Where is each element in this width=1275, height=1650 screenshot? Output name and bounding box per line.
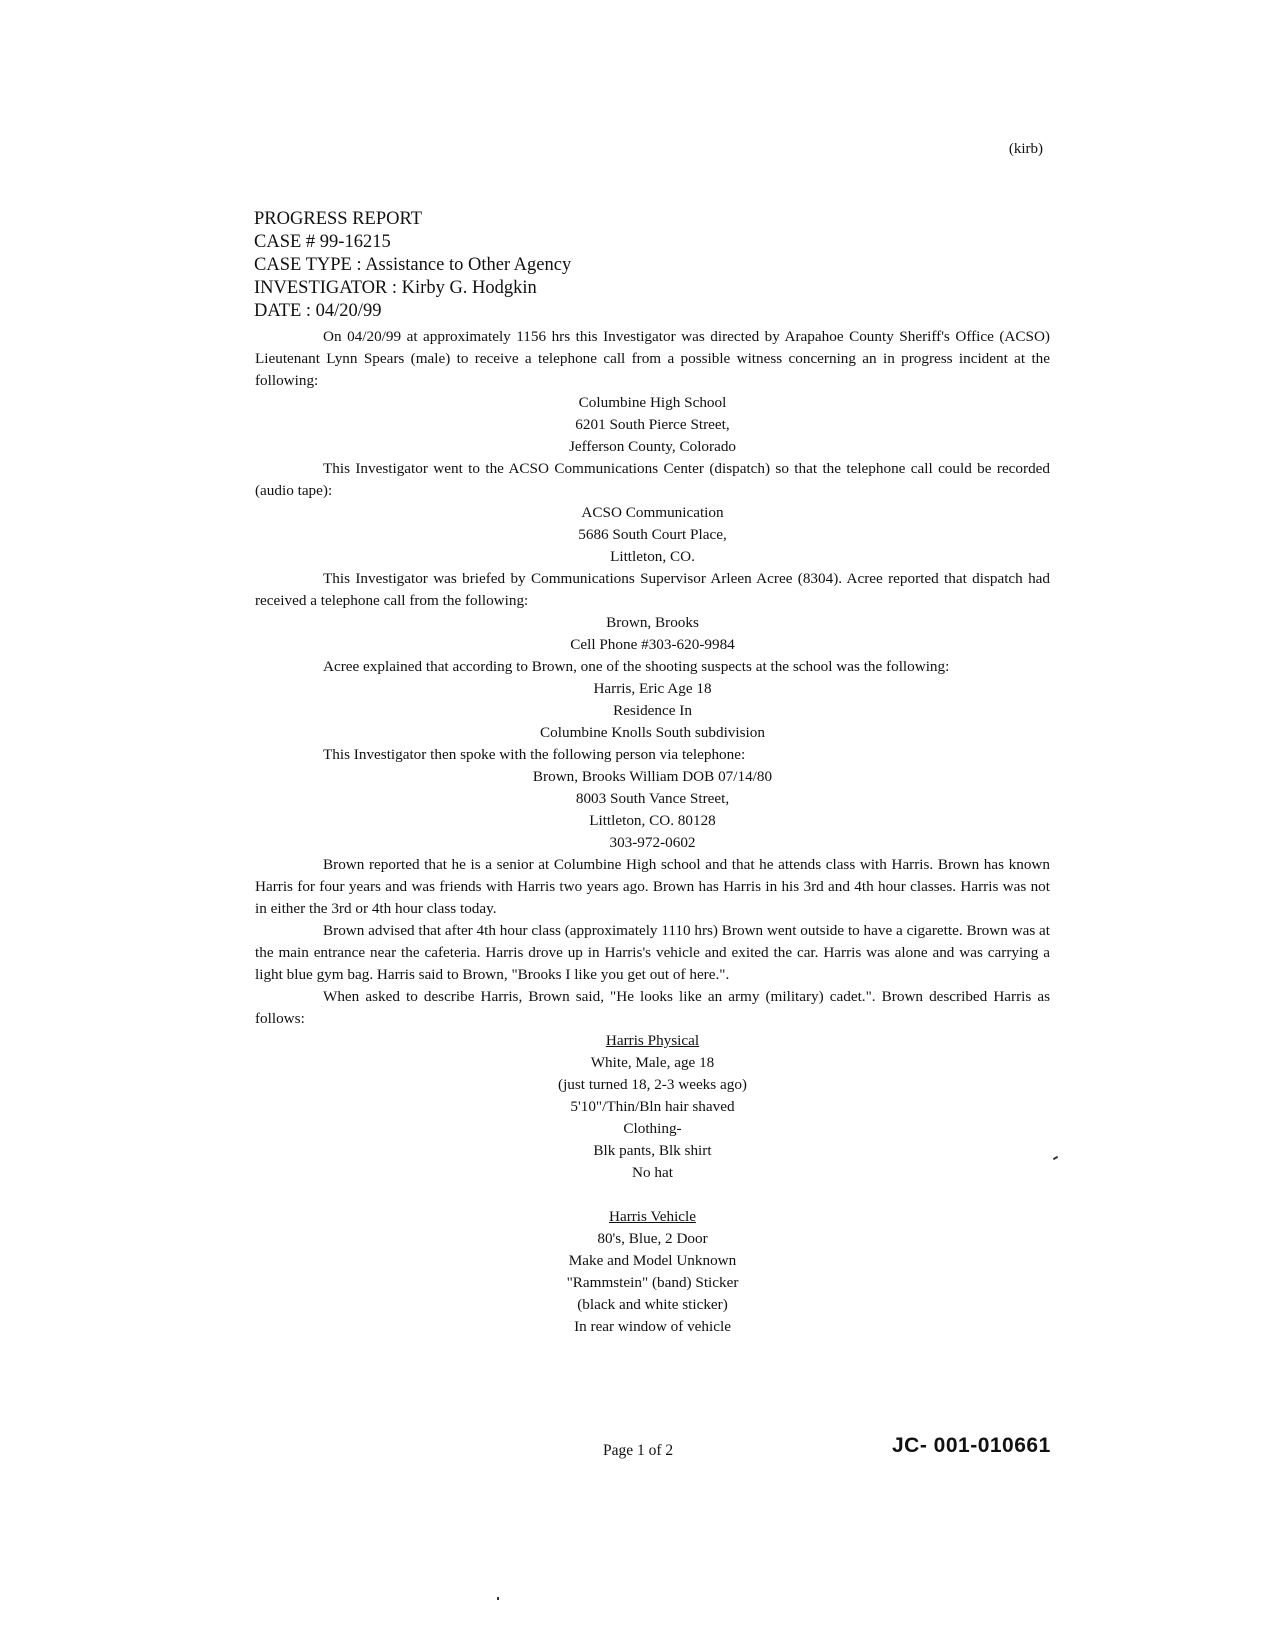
physical-description: [255, 1030, 1050, 1184]
physical-line: Blk pants, Blk shirt: [593, 1142, 712, 1159]
report-title: PROGRESS REPORT: [254, 209, 423, 229]
location-school: [255, 392, 1050, 458]
suspect-line: Harris, Eric Age 18: [593, 680, 712, 697]
witness-line: 303-972-0602: [609, 834, 696, 851]
spacer: [255, 1184, 1050, 1206]
vehicle-line: 80's, Blue, 2 Door: [597, 1230, 708, 1247]
investigator: INVESTIGATOR : Kirby G. Hodgkin: [254, 278, 537, 298]
witness-line: Littleton, CO. 80128: [589, 812, 716, 829]
paragraph-brown-report: Brown reported that he is a senior at Columbine High school and that he attends class with Harris. Brown has known Harris for four years and was friends with Harris two years ago. Brown has Harris in his 3rd and 4th hour classes. Harris was not in either the 3rd or 4th hour class today.: [255, 856, 1050, 917]
suspect-info: [255, 678, 1050, 744]
vehicle-line: "Rammstein" (band) Sticker: [566, 1274, 739, 1291]
address-line: Jefferson County, Colorado: [568, 438, 737, 455]
vehicle-line: Make and Model Unknown: [568, 1252, 737, 1269]
paragraph-initial-call: On 04/20/99 at approximately 1156 hrs this Investigator was directed by Arapahoe County Sheriff's Office (ACSO) Lieutenant Lynn Spears (male) to receive a telephone call from a possible witness concerning an in progress incident at the following:: [255, 328, 1050, 389]
case-type: CASE TYPE : Assistance to Other Agency: [254, 255, 572, 275]
physical-line: 5'10"/Thin/Bln hair shaved: [570, 1098, 735, 1115]
caller-info: [255, 612, 1050, 656]
address-line: ACSO Communication: [581, 504, 724, 521]
address-line: 5686 South Court Place,: [578, 526, 727, 543]
vehicle-line: In rear window of vehicle: [574, 1318, 731, 1335]
witness-line: Brown, Brooks William DOB 07/14/80: [532, 768, 773, 785]
vehicle-description: [255, 1206, 1050, 1338]
caller-line: Cell Phone #303-620-9984: [570, 636, 735, 653]
report-body: [255, 326, 1050, 1338]
caller-line: Brown, Brooks: [606, 614, 699, 631]
report-date: DATE : 04/20/99: [254, 301, 382, 321]
witness-line: 8003 South Vance Street,: [575, 790, 730, 807]
physical-heading: Harris Physical: [605, 1032, 700, 1049]
physical-line: White, Male, age 18: [590, 1054, 715, 1071]
paragraph-description: When asked to describe Harris, Brown said, "He looks like an army (military) cadet.". Brown described Harris as follows:: [255, 988, 1050, 1027]
physical-line: (just turned 18, 2-3 weeks ago): [558, 1076, 747, 1093]
case-number: CASE # 99-16215: [254, 232, 391, 252]
physical-line: No hat: [632, 1164, 673, 1181]
suspect-line: Residence In: [613, 702, 692, 719]
report-header: [254, 208, 571, 323]
vehicle-heading: Harris Vehicle: [608, 1208, 696, 1225]
location-dispatch: [255, 502, 1050, 568]
address-line: 6201 South Pierce Street,: [575, 416, 730, 433]
paragraph-phone-call: This Investigator then spoke with the following person via telephone:: [323, 746, 746, 763]
scan-speck: [497, 1597, 499, 1600]
paragraph-suspect: Acree explained that according to Brown, one of the shooting suspects at the school was the following:: [323, 658, 950, 675]
vehicle-line: (black and white sticker): [577, 1296, 728, 1313]
author-initials: (kirb): [1008, 141, 1043, 157]
scan-speck: [1053, 1156, 1058, 1160]
address-line: Littleton, CO.: [610, 548, 695, 565]
suspect-line: Columbine Knolls South subdivision: [540, 724, 765, 741]
bates-number: JC- 001-010661: [892, 1434, 1051, 1457]
witness-info: [255, 766, 1050, 854]
paragraph-dispatch: This Investigator went to the ACSO Communications Center (dispatch) so that the telephone call could be recorded (audio tape):: [255, 460, 1050, 499]
physical-line: Clothing-: [623, 1120, 682, 1137]
address-line: Columbine High School: [578, 394, 727, 411]
paragraph-brown-advised: Brown advised that after 4th hour class (approximately 1110 hrs) Brown went outside to have a cigarette. Brown was at the main entrance near the cafeteria. Harris drove up in Harris's vehicle and exited the car. Harris was alone and was carrying a light blue gym bag. Harris said to Brown, "Brooks I like you get out of here.".: [255, 922, 1050, 983]
paragraph-briefing: This Investigator was briefed by Communications Supervisor Arleen Acree (8304). Acree reported that dispatch had received a telephone call from the following:: [255, 570, 1050, 609]
page-number: Page 1 of 2: [603, 1442, 674, 1459]
